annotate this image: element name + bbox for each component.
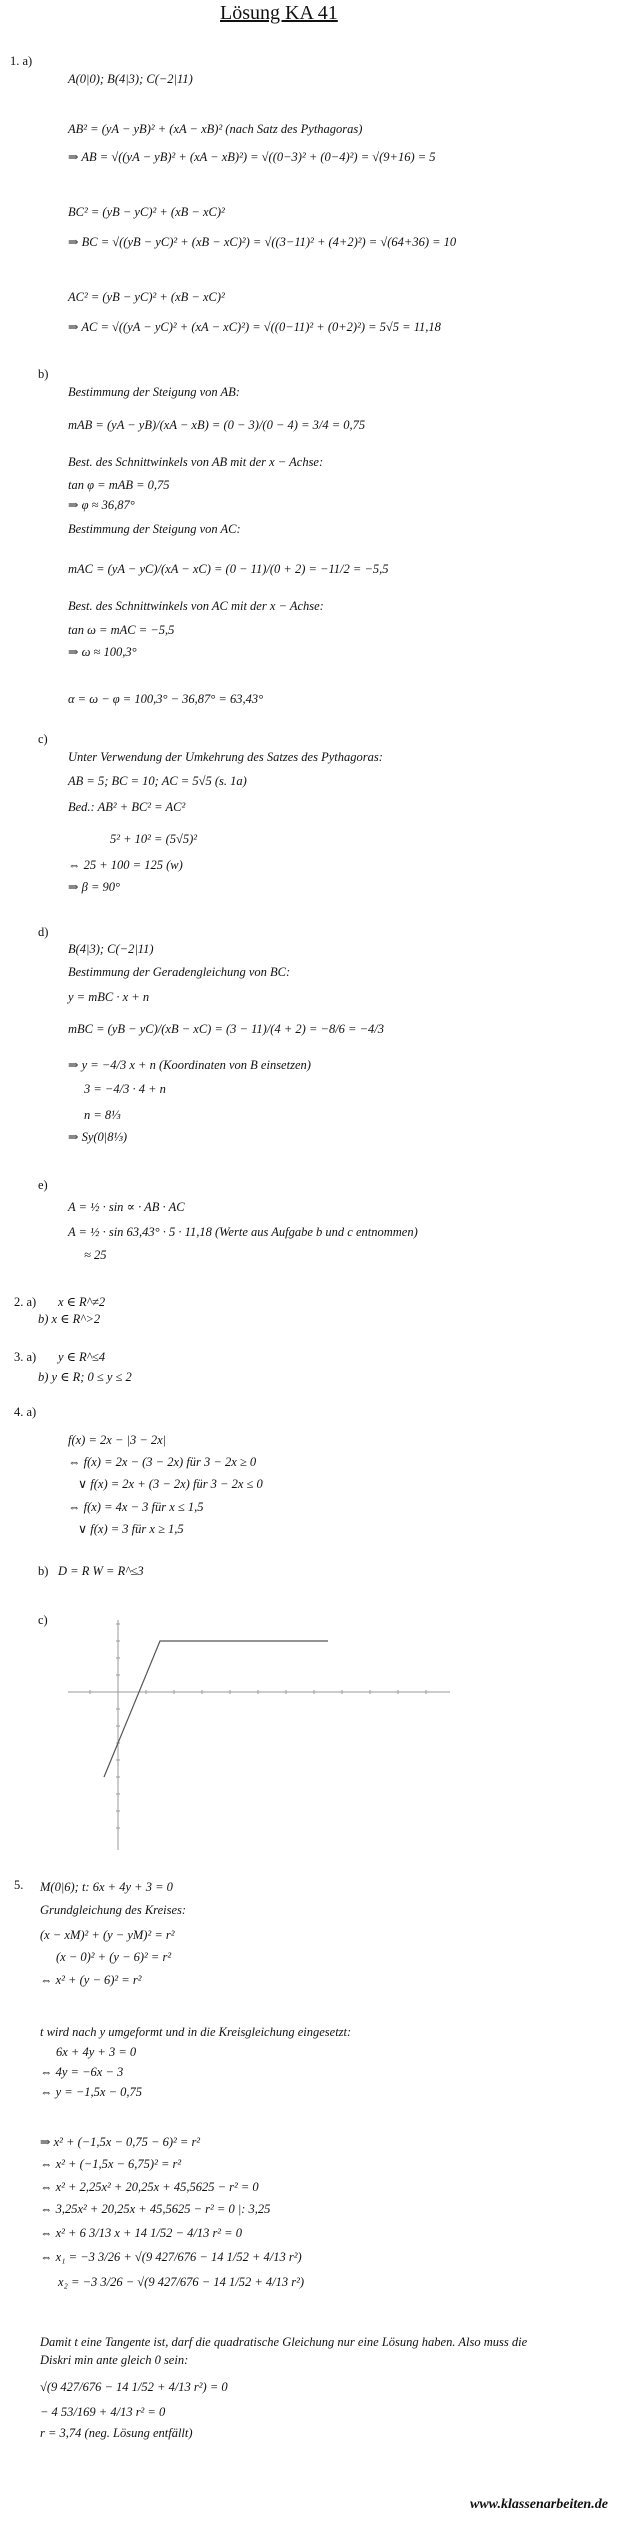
line: ⇒ AC = √((yA − yC)² + (xA − xC)²) = √((0−11)² + (0+2)²) = 5√5 = 11,18 [68,320,441,334]
line: ⇒ x² + (−1,5x − 0,75 − 6)² = r² [40,2135,201,2149]
line: ⇔ x₁ = −3 3/26 + √(9 427/676 − 14 1/52 + 4/13 r²) [40,2250,302,2264]
line: y ∈ R^≤4 [58,1350,106,1364]
section-label-4c: c) [38,1613,48,1627]
line: Best. des Schnittwinkels von AC mit der x − Achse: [68,599,324,613]
line: ⇒ AB = √((yA − yB)² + (xA − xB)²) = √((0−3)² + (0−4)²) = √(9+16) = 5 [68,150,436,164]
line: ⇒ y = −4/3 x + n (Koordinaten von B einsetzen) [68,1058,311,1072]
line: 5² + 10² = (5√5)² [110,832,198,846]
line: ∨ f(x) = 2x + (3 − 2x) für 3 − 2x ≤ 0 [78,1477,263,1491]
line: A = ½ · sin ∝ · AB · AC [68,1200,185,1214]
line: A(0|0); B(4|3); C(−2|11) [68,72,193,86]
line: ⇔ x² + (−1,5x − 6,75)² = r² [40,2157,182,2171]
line: Bed.: AB² + BC² = AC² [68,800,186,814]
line: ⇔ 3,25x² + 20,25x + 45,5625 − r² = 0 |: 3,25 [40,2202,271,2216]
line: Unter Verwendung der Umkehrung des Satzes des Pythagoras: [68,750,383,764]
line: ⇔ 25 + 100 = 125 (w) [68,858,183,872]
line: ⇔ x² + (y − 6)² = r² [40,1973,142,1987]
line: AC² = (yB − yC)² + (xB − xC)² [68,290,225,304]
line: AB = 5; BC = 10; AC = 5√5 (s. 1a) [68,774,247,788]
line: (x − 0)² + (y − 6)² = r² [56,1950,172,1964]
series-line [104,1641,328,1777]
line: ⇒ β = 90° [68,880,121,894]
line: x ∈ R^≠2 [58,1295,106,1309]
line: ⇔ y = −1,5x − 0,75 [40,2085,143,2099]
line: ⇒ Sy(0|8⅓) [68,1130,128,1144]
line: ⇔ f(x) = 4x − 3 für x ≤ 1,5 [68,1500,204,1514]
line: Diskri min ante gleich 0 sein: [40,2353,189,2367]
line: ≈ 25 [84,1248,107,1262]
section-label-1e: e) [38,1178,48,1192]
line: BC² = (yB − yC)² + (xB − xC)² [68,205,225,219]
line: Grundgleichung des Kreises: [40,1903,187,1917]
line: A = ½ · sin 63,43° · 5 · 11,18 (Werte aus Aufgabe b und c entnommen) [68,1225,418,1239]
line: r = 3,74 (neg. Lösung entfällt) [40,2426,193,2440]
section-label-1b: b) [38,367,49,381]
line: D = R W = R^≤3 [58,1564,144,1578]
line: ⇒ ω ≈ 100,3° [68,645,137,659]
line: b) x ∈ R^>2 [38,1312,101,1326]
line: ∨ f(x) = 3 für x ≥ 1,5 [78,1522,184,1536]
line: ⇒ BC = √((yB − yC)² + (xB − xC)²) = √((3−11)² + (4+2)²) = √(64+36) = 10 [68,235,457,249]
section-label-4a: 4. a) [14,1405,37,1419]
line: ⇔ x² + 6 3/13 x + 14 1/52 − 4/13 r² = 0 [40,2226,242,2240]
line: tan φ = mAB = 0,75 [68,478,170,492]
line: x₂ = −3 3/26 − √(9 427/676 − 14 1/52 + 4/13 r²) [58,2275,305,2289]
line: AB² = (yA − yB)² + (xA − xB)² (nach Satz des Pythagoras) [68,122,363,136]
line: (x − xM)² + (y − yM)² = r² [40,1928,175,1942]
section-label-1d: d) [38,925,49,939]
line: y = mBC · x + n [68,990,150,1004]
section-label-5: 5. [14,1878,24,1892]
line: Bestimmung der Steigung von AC: [68,522,241,536]
line: mBC = (yB − yC)/(xB − xC) = (3 − 11)/(4 + 2) = −8/6 = −4/3 [68,1022,385,1036]
line: mAC = (yA − yC)/(xA − xC) = (0 − 11)/(0 + 2) = −11/2 = −5,5 [68,562,389,576]
section-label-4b: b) [38,1564,49,1578]
line: Bestimmung der Steigung von AB: [68,385,240,399]
line: f(x) = 2x − |3 − 2x| [68,1433,167,1447]
line: tan ω = mAC = −5,5 [68,623,175,637]
line: b) y ∈ R; 0 ≤ y ≤ 2 [38,1370,132,1384]
line: M(0|6); t: 6x + 4y + 3 = 0 [40,1880,173,1894]
line: mAB = (yA − yB)/(xA − xB) = (0 − 3)/(0 − 4) = 3/4 = 0,75 [68,418,366,432]
section-label-2: 2. a) [14,1295,37,1309]
section-label-1a: 1. a) [10,54,33,68]
line: ⇔ x² + 2,25x² + 20,25x + 45,5625 − r² = 0 [40,2180,259,2194]
line: √(9 427/676 − 14 1/52 + 4/13 r²) = 0 [40,2380,228,2394]
line: 3 = −4/3 · 4 + n [84,1082,166,1096]
function-graph [68,1620,450,1850]
line: B(4|3); C(−2|11) [68,942,154,956]
line: ⇒ φ ≈ 36,87° [68,498,135,512]
section-label-1c: c) [38,732,48,746]
line: ⇔ f(x) = 2x − (3 − 2x) für 3 − 2x ≥ 0 [68,1455,257,1469]
line: − 4 53/169 + 4/13 r² = 0 [40,2405,166,2419]
line: n = 8⅓ [84,1108,121,1122]
line: ⇔ 4y = −6x − 3 [40,2065,124,2079]
line: Bestimmung der Geradengleichung von BC: [68,965,291,979]
line: Best. des Schnittwinkels von AB mit der x − Achse: [68,455,324,469]
line: α = ω − φ = 100,3° − 36,87° = 63,43° [68,692,264,706]
section-label-3: 3. a) [14,1350,37,1364]
page-title: Lösung KA 41 [220,2,338,24]
line: Damit t eine Tangente ist, darf die quadratische Gleichung nur eine Lösung haben. Also muss die [40,2335,528,2349]
footer-url: www.klassenarbeiten.de [470,2497,608,2512]
line: t wird nach y umgeformt und in die Kreisgleichung eingesetzt: [40,2025,352,2039]
line: 6x + 4y + 3 = 0 [56,2045,137,2059]
